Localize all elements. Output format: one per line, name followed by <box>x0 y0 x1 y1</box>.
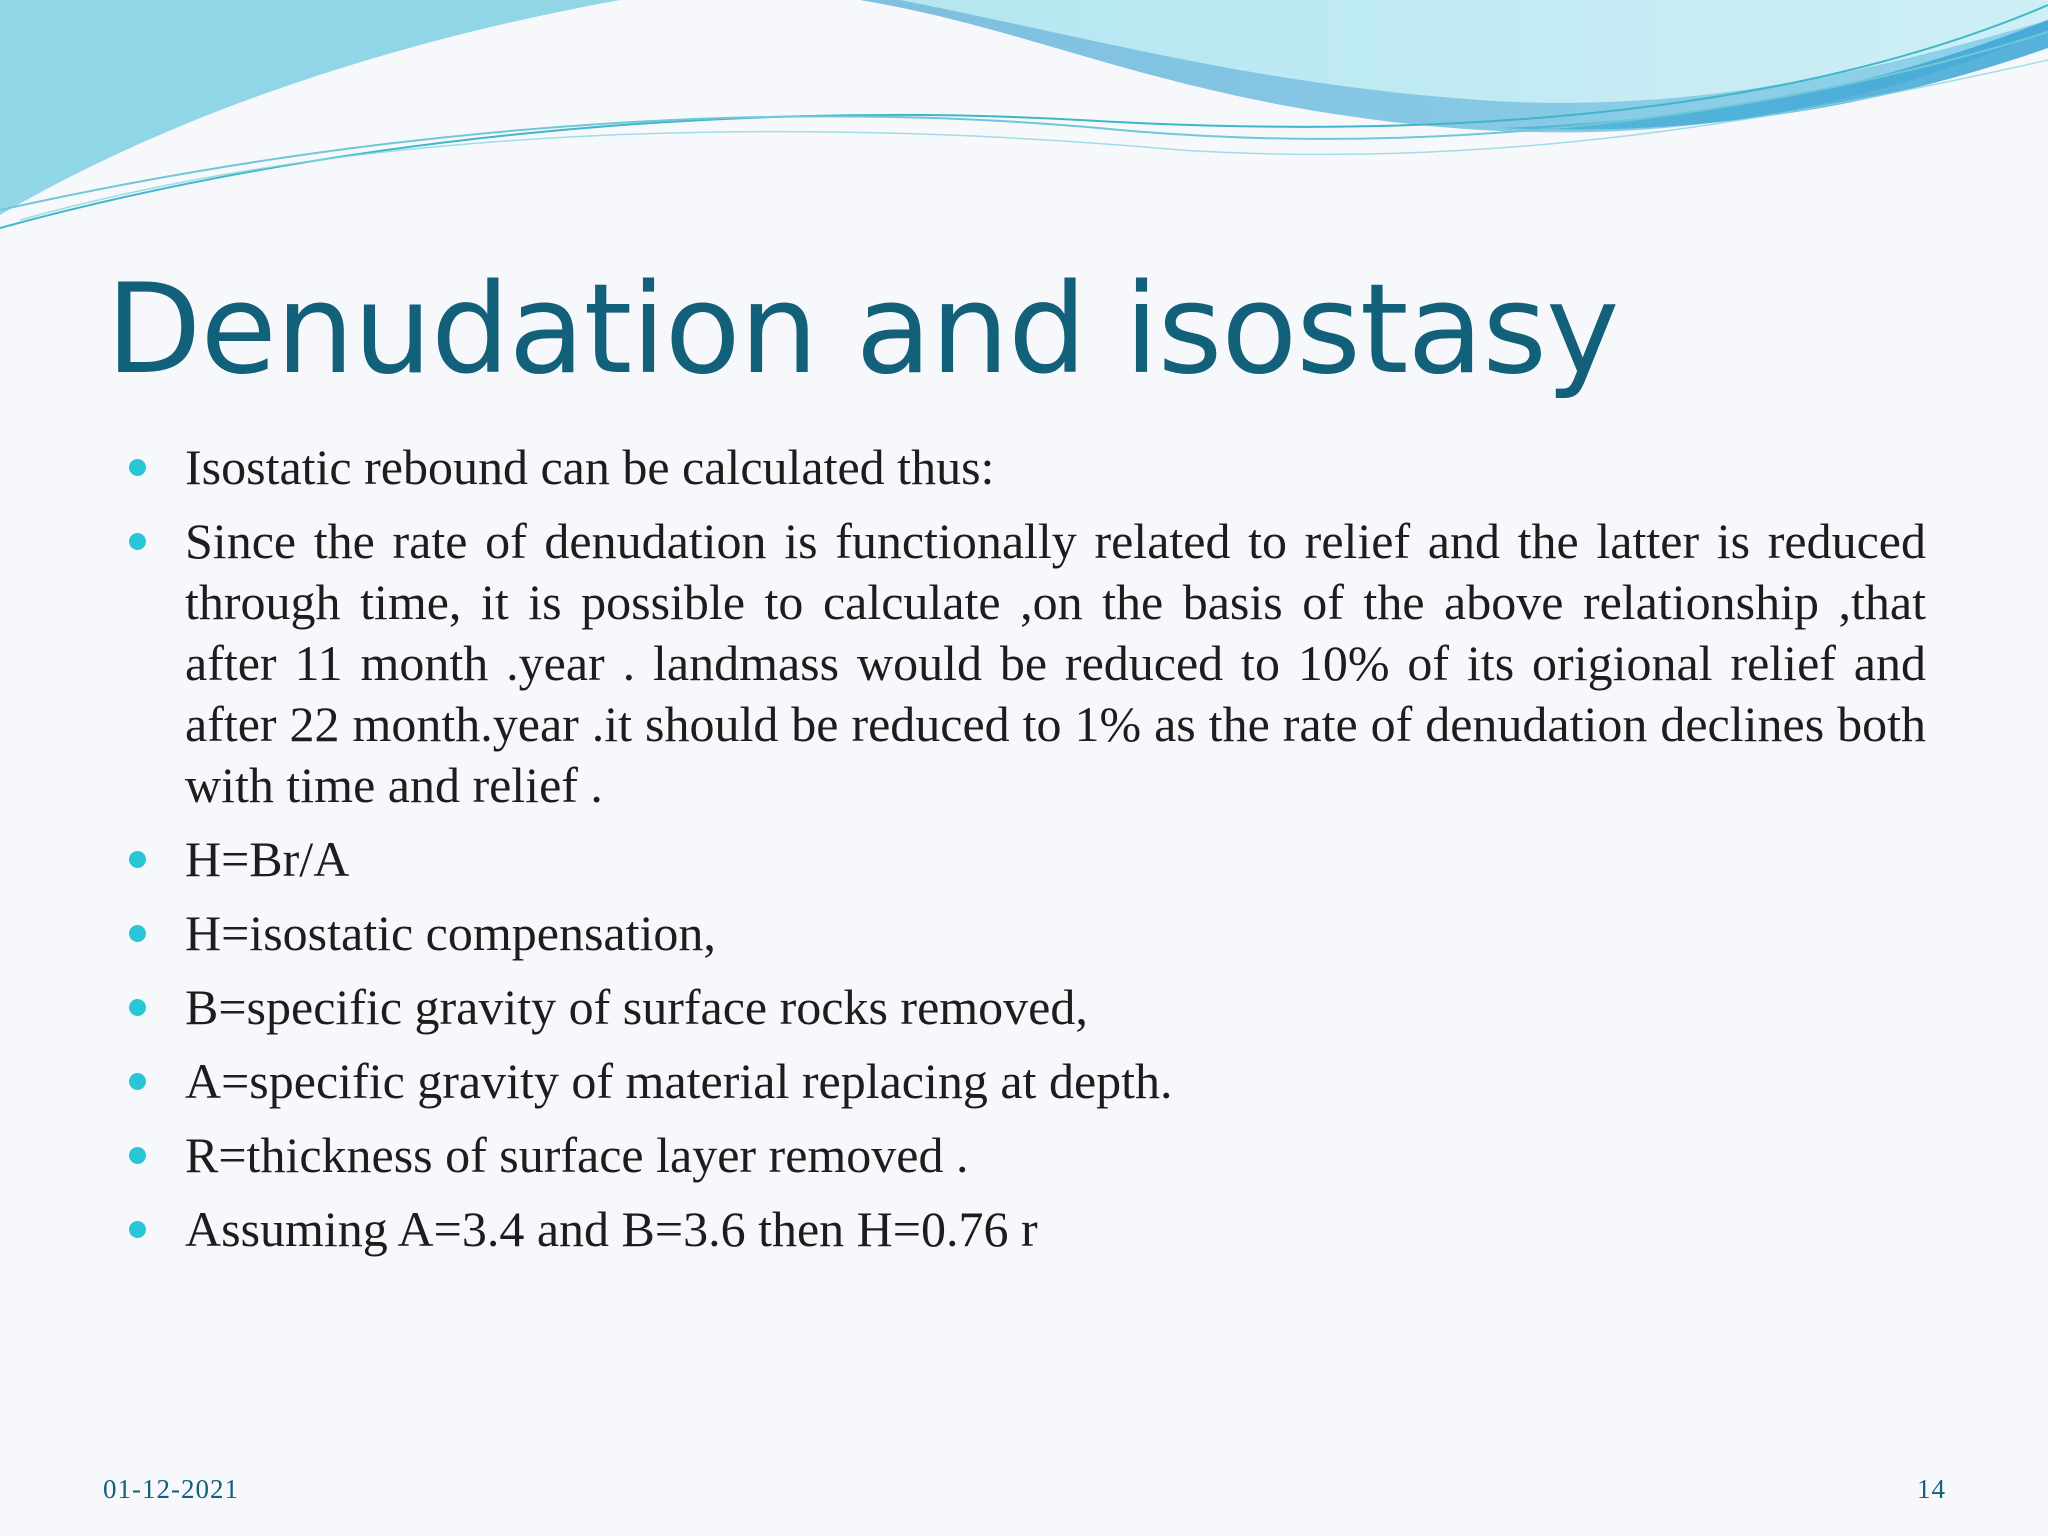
bullet-item <box>126 437 1926 498</box>
bullet-item <box>126 977 1926 1038</box>
bullet-dot-icon <box>129 1221 146 1238</box>
bullet-text: B=specific gravity of surface rocks removed, <box>185 979 1088 1035</box>
bullet-item <box>126 903 1926 964</box>
bullet-dot-icon <box>129 1073 146 1090</box>
bullet-item <box>126 1199 1926 1260</box>
bullet-item <box>126 511 1926 816</box>
footer-date: 01-12-2021 <box>103 1474 239 1504</box>
bullet-dot-icon <box>129 851 146 868</box>
bullet-dot-icon <box>129 1147 146 1164</box>
bullet-dot-icon <box>129 999 146 1016</box>
bullet-text: Since the rate of denudation is functionally related to relief and the latter is reduced through time, it is possible to calculate ,on the basis of the above relationship ,that after 11 month .year . landmass would be reduced to 10% of its origional relief and after 22 month.year .it should be reduced to 1% as the rate of denudation declines both with time and relief . <box>185 513 1926 813</box>
slide-title: Denudation and isostasy <box>106 258 1619 402</box>
bullet-item <box>126 1125 1926 1186</box>
header-wave-decoration <box>0 0 2048 240</box>
bullet-dot-icon <box>129 459 146 476</box>
bullet-text: Assuming A=3.4 and B=3.6 then H=0.76 r <box>185 1201 1038 1257</box>
bullet-list <box>126 437 1926 1273</box>
bullet-dot-icon <box>129 533 146 550</box>
bullet-text: H=Br/A <box>185 831 350 887</box>
bullet-item <box>126 1051 1926 1112</box>
bullet-text: H=isostatic compensation, <box>185 905 716 961</box>
bullet-dot-icon <box>129 925 146 942</box>
wave-band-left <box>0 0 620 215</box>
footer-page-number: 14 <box>1917 1474 1946 1504</box>
bullet-item <box>126 829 1926 890</box>
bullet-text: R=thickness of surface layer removed . <box>185 1127 969 1183</box>
bullet-text: Isostatic rebound can be calculated thus: <box>185 439 995 495</box>
bullet-text: A=specific gravity of material replacing at depth. <box>185 1053 1173 1109</box>
